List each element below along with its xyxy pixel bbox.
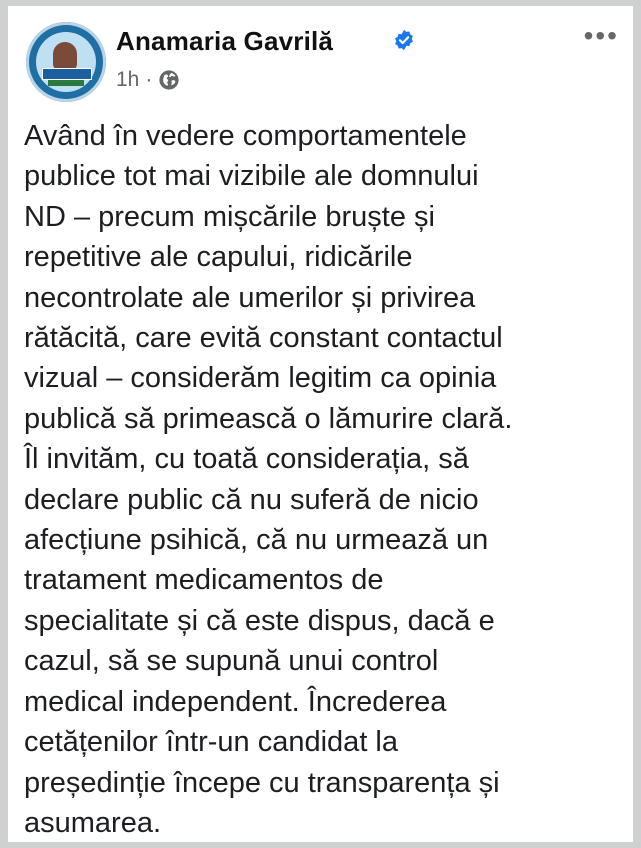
author-name[interactable]: Anamaria Gavrilă (116, 26, 334, 56)
meta-separator: · (145, 68, 153, 91)
post-header (8, 6, 633, 106)
post-text-line: vizual – considerăm legitim ca opinia (24, 362, 497, 395)
post-text-line: rătăcită, care evită constant contactul (24, 322, 503, 355)
post-card (8, 6, 633, 842)
post-text-line: Având în vedere comportamentele (24, 120, 467, 152)
post-text-line: cazul, să se supună unui control (24, 645, 439, 678)
post-text-line: declare public că nu suferă de nicio (24, 483, 479, 516)
verified-badge-icon (393, 29, 415, 51)
post-text-line: afecțiune psihică, că nu urmează un (24, 524, 489, 557)
post-text-line: asumarea. (24, 806, 162, 839)
post-text-line: Îl invităm, cu toată considerația, să (24, 443, 469, 476)
post-meta (116, 68, 180, 92)
globe-icon[interactable] (158, 69, 180, 91)
post-text-line: tratament medicamentos de (24, 564, 384, 597)
post-text (24, 116, 624, 843)
post-text-line: necontrolate ale umerilor și privirea (24, 281, 476, 314)
post-text-line: publice tot mai vizibile ale domnului (24, 160, 479, 193)
post-text-line: specialitate și că este dispus, dacă e (24, 604, 495, 637)
post-text-line: președinție începe cu transparența și (24, 766, 500, 799)
post-text-line: medical independent. Încrederea (24, 685, 447, 718)
post-time[interactable]: 1h (116, 68, 140, 91)
avatar[interactable] (26, 22, 106, 102)
post-text-line: publică să primească o lămurire clară. (24, 402, 513, 435)
post-text-line: cetățenilor într-un candidat la (24, 726, 398, 759)
more-options-icon[interactable]: ••• (583, 20, 619, 51)
post-text-line: repetitive ale capului, ridicările (24, 241, 413, 274)
post-text-line: ND – precum mișcările bruște și (24, 200, 435, 233)
